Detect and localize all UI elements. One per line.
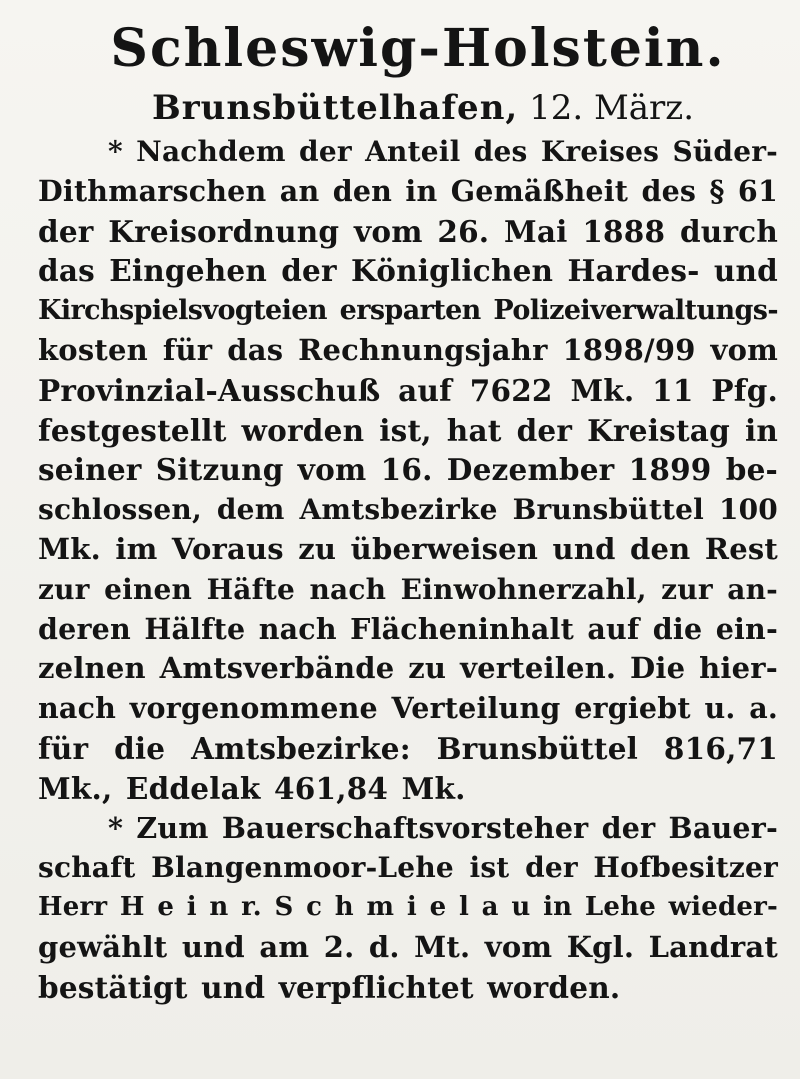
text-line: Kirchspielsvogteien ersparten Polizeiverwaltungs- bbox=[38, 295, 778, 327]
text-line: zur einen Häfte nach Einwohnerzahl, zur an- bbox=[38, 572, 778, 606]
text-line: deren Hälfte nach Flächeninhalt auf die ein- bbox=[38, 611, 778, 646]
text-line: Mk., Eddelak 461,84 Mk. bbox=[38, 770, 466, 806]
article-heading: Schleswig-Holstein. bbox=[110, 18, 726, 79]
text-line: schlossen, dem Amtsbezirke Brunsbüttel 100 bbox=[38, 493, 778, 527]
text-line: kosten für das Rechnungsjahr 1898/99 vom bbox=[38, 332, 778, 367]
text-line: für die Amtsbezirke: Brunsbüttel 816,71 bbox=[38, 730, 778, 766]
dateline-date: 12. März. bbox=[529, 88, 694, 128]
text-line: bestätigt und verpflichtet worden. bbox=[38, 969, 621, 1005]
text-line: Herr H e i n r. S c h m i e l a u in Lehe wieder- bbox=[38, 892, 778, 923]
text-line: * Zum Bauerschaftsvorsteher der Bauer- bbox=[108, 810, 778, 845]
text-line: schaft Blangenmoor-Lehe ist der Hofbesitzer bbox=[38, 851, 778, 885]
dateline-place: Brunsbüttelhafen, bbox=[152, 88, 519, 128]
text-line: festgestellt worden ist, hat der Kreistag in bbox=[38, 412, 778, 448]
article-body bbox=[38, 132, 778, 1008]
text-line: Provinzial-Ausschuß auf 7622 Mk. 11 Pfg. bbox=[38, 372, 778, 408]
text-line: * Nachdem der Anteil des Kreises Süder- bbox=[108, 135, 778, 168]
dateline bbox=[38, 86, 778, 130]
text-line: Mk. im Voraus zu überweisen und den Rest bbox=[38, 531, 778, 566]
text-line: Dithmarschen an den in Gemäßheit des § 61 bbox=[38, 173, 778, 208]
text-line: das Eingehen der Königlichen Hardes- und bbox=[38, 253, 778, 289]
text-line: zelnen Amtsverbände zu verteilen. Die hier- bbox=[38, 651, 778, 686]
text-line: gewählt und am 2. d. Mt. vom Kgl. Landrat bbox=[38, 929, 778, 964]
text-line: seiner Sitzung vom 16. Dezember 1899 be- bbox=[38, 452, 778, 488]
text-line: der Kreisordnung vom 26. Mai 1888 durch bbox=[38, 213, 778, 249]
text-line: nach vorgenommene Verteilung ergiebt u. a. bbox=[38, 691, 778, 726]
